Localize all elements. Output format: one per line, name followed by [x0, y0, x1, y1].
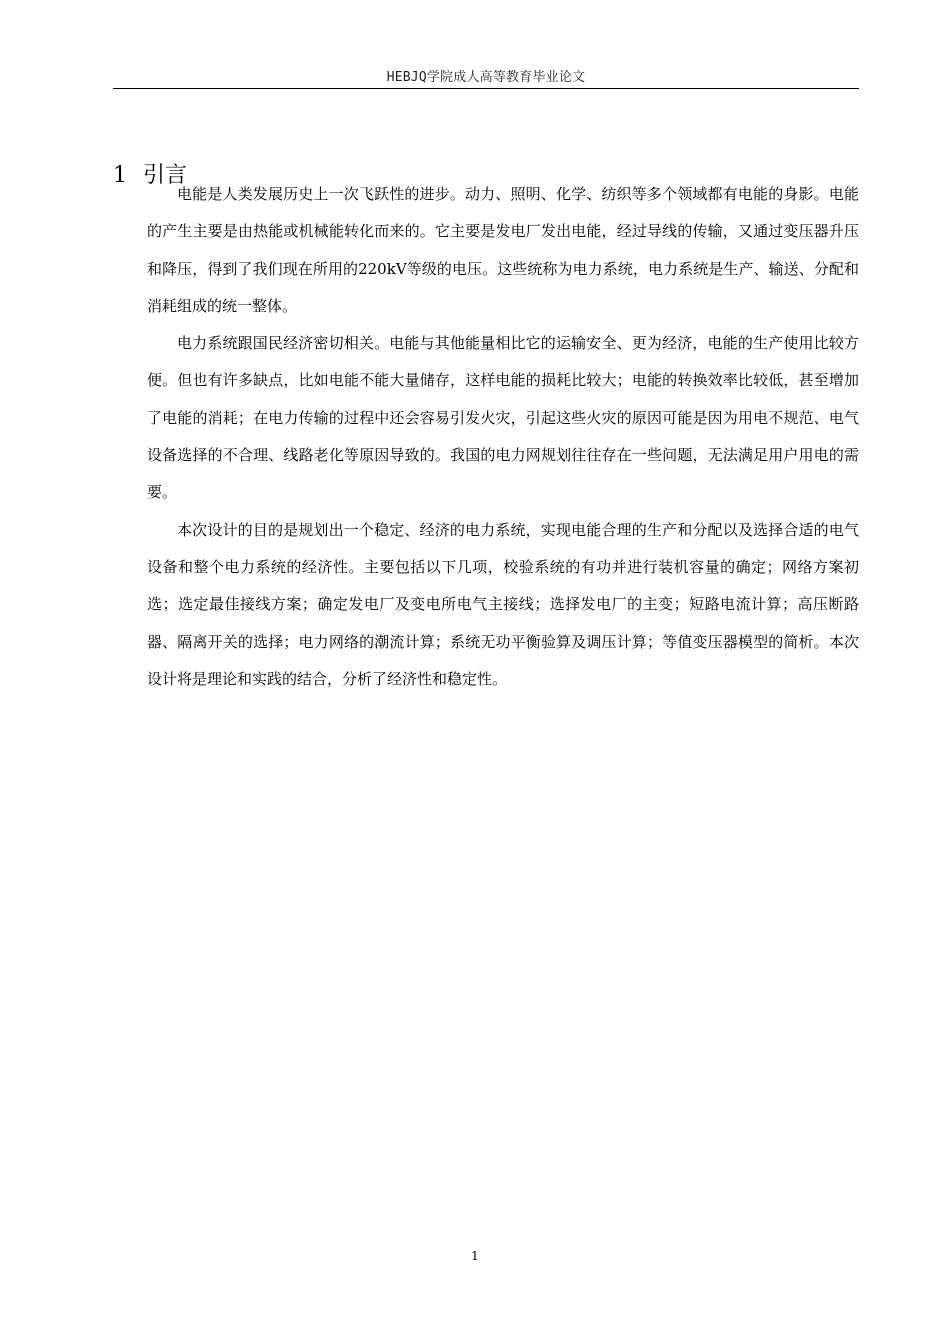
header-title: HEBJQ学院成人高等教育毕业论文 — [386, 70, 586, 85]
paragraph: 电能是人类发展历史上一次飞跃性的进步。动力、照明、化学、纺织等多个领域都有电能的身影。电能的产生主要是由热能或机械能转化而来的。它主要是发电厂发出电能，经过导线的传输，又通过变压器升压和降压，得到了我们现在所用的220kV等级的电压。这些统称为电力系统，电力系统是生产、输送、分配和消耗组成的统一整体。 — [147, 185, 859, 315]
paragraph: 电力系统跟国民经济密切相关。电能与其他能量相比它的运输安全、更为经济，电能的生产使用比较方便。但也有许多缺点，比如电能不能大量储存，这样电能的损耗比较大；电能的转换效率比较低，甚至增加了电能的消耗；在电力传输的过程中还会容易引发火灾，引起这些火灾的原因可能是因为用电不规范、电气设备选择的不合理、线路老化等原因导致的。我国的电力网规划往往存在一些问题，无法满足用户用电的需要。 — [147, 334, 859, 502]
page-header — [113, 66, 859, 89]
page-number: 1 — [471, 1249, 479, 1263]
chapter-title: 引言 — [143, 163, 188, 188]
body-text — [147, 176, 859, 698]
chapter-number: 1 — [113, 163, 127, 188]
paragraph: 本次设计的目的是规划出一个稳定、经济的电力系统，实现电能合理的生产和分配以及选择合适的电气设备和整个电力系统的经济性。主要包括以下几项，校验系统的有功并进行装机容量的确定；网络方案初选；选定最佳接线方案；确定发电厂及变电所电气主接线；选择发电厂的主变；短路电流计算；高压断路器、隔离开关的选择；电力网络的潮流计算；系统无功平衡验算及调压计算；等值变压器模型的简析。本次设计将是理论和实践的结合，分析了经济性和稳定性。 — [147, 520, 859, 688]
